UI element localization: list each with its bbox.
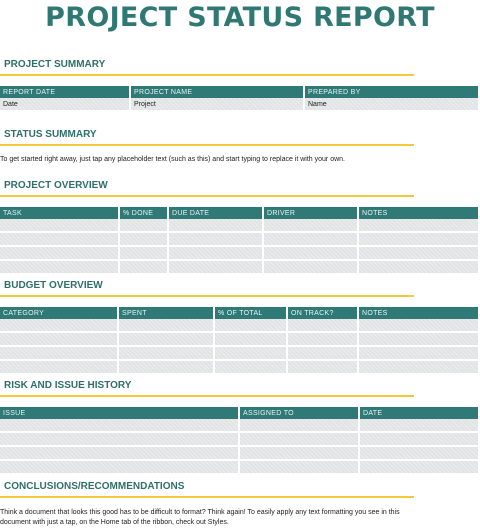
table-cell[interactable] <box>0 219 119 232</box>
table-cell[interactable] <box>0 319 118 332</box>
table-cell[interactable] <box>239 419 359 432</box>
status-summary-heading: STATUS SUMMARY <box>4 129 97 140</box>
section-divider <box>0 195 414 197</box>
header-percent-of-total: % OF TOTAL <box>214 307 287 319</box>
table-cell[interactable] <box>239 446 359 460</box>
table-cell[interactable] <box>239 432 359 446</box>
header-report-date: REPORT DATE <box>0 86 130 98</box>
table-cell[interactable] <box>214 332 287 346</box>
table-cell[interactable] <box>119 260 168 274</box>
table-cell[interactable] <box>0 419 239 432</box>
table-row <box>0 432 478 446</box>
table-cell[interactable] <box>359 460 478 474</box>
project-summary-section <box>0 58 480 76</box>
table-cell[interactable] <box>358 260 478 274</box>
table-cell[interactable] <box>118 319 214 332</box>
page-title: PROJECT STATUS REPORT <box>45 2 435 33</box>
header-date: DATE <box>359 407 478 419</box>
table-cell[interactable] <box>168 246 263 260</box>
section-divider <box>0 496 414 498</box>
header-notes: NOTES <box>358 207 478 219</box>
status-summary-section <box>0 128 480 146</box>
table-cell[interactable] <box>0 432 239 446</box>
table-row <box>0 419 478 432</box>
table-cell[interactable] <box>263 219 358 232</box>
table-row <box>0 319 478 332</box>
budget-overview-heading: BUDGET OVERVIEW <box>4 280 103 291</box>
table-cell[interactable] <box>358 332 478 346</box>
table-cell[interactable] <box>0 332 118 346</box>
section-divider <box>0 395 414 397</box>
table-row <box>0 460 478 474</box>
table-cell[interactable] <box>287 360 358 374</box>
header-prepared-by: PREPARED BY <box>304 86 478 98</box>
table-cell[interactable] <box>214 360 287 374</box>
conclusions-text-line-1[interactable]: Think a document that looks this good has to be difficult to format? Think again! To easily apply any text formatting you see in this <box>0 509 400 516</box>
table-cell[interactable] <box>119 246 168 260</box>
table-cell[interactable] <box>358 319 478 332</box>
status-summary-text[interactable]: To get started right away, just tap any placeholder text (such as this) and start typing to replace it with your own. <box>0 156 345 163</box>
table-cell[interactable] <box>0 460 239 474</box>
header-driver: DRIVER <box>263 207 358 219</box>
project-name-cell[interactable]: Project <box>130 98 304 111</box>
table-row <box>0 219 478 232</box>
risk-history-heading: RISK AND ISSUE HISTORY <box>4 380 132 391</box>
table-cell[interactable] <box>0 232 119 246</box>
table-cell[interactable] <box>0 260 119 274</box>
section-divider <box>0 74 414 76</box>
header-issue: ISSUE <box>0 407 239 419</box>
header-task: TASK <box>0 207 119 219</box>
table-cell[interactable] <box>168 232 263 246</box>
risk-history-table <box>0 407 478 475</box>
table-header-row <box>0 307 478 319</box>
table-cell[interactable] <box>0 360 118 374</box>
table-cell[interactable] <box>358 232 478 246</box>
table-header-row <box>0 407 478 419</box>
table-header-row <box>0 86 478 98</box>
conclusions-text-line-2[interactable]: document with just a tap, on the Home tab of the ribbon, check out Styles. <box>0 519 229 526</box>
table-row <box>0 232 478 246</box>
table-cell[interactable] <box>0 346 118 360</box>
table-cell[interactable] <box>168 219 263 232</box>
table-cell[interactable] <box>214 319 287 332</box>
prepared-by-cell[interactable]: Name <box>304 98 478 111</box>
table-row <box>0 246 478 260</box>
table-row <box>0 260 478 274</box>
table-cell[interactable] <box>0 446 239 460</box>
report-date-cell[interactable]: Date <box>0 98 130 111</box>
header-percent-done: % DONE <box>119 207 168 219</box>
table-cell[interactable] <box>358 246 478 260</box>
table-cell[interactable] <box>263 246 358 260</box>
table-row <box>0 346 478 360</box>
section-divider <box>0 295 414 297</box>
table-cell[interactable] <box>119 232 168 246</box>
header-due-date: DUE DATE <box>168 207 263 219</box>
table-cell[interactable] <box>358 360 478 374</box>
table-cell[interactable] <box>263 260 358 274</box>
table-cell[interactable] <box>359 446 478 460</box>
header-notes: NOTES <box>358 307 478 319</box>
table-cell[interactable] <box>358 219 478 232</box>
budget-overview-table <box>0 307 478 375</box>
table-row <box>0 360 478 374</box>
budget-overview-section <box>0 279 480 297</box>
table-cell[interactable] <box>358 346 478 360</box>
table-cell[interactable] <box>168 260 263 274</box>
conclusions-section <box>0 480 480 498</box>
project-overview-table <box>0 207 478 275</box>
table-header-row <box>0 207 478 219</box>
table-cell[interactable] <box>287 319 358 332</box>
table-row <box>0 332 478 346</box>
table-cell[interactable] <box>118 346 214 360</box>
table-cell[interactable] <box>359 432 478 446</box>
table-cell[interactable] <box>0 246 119 260</box>
table-row <box>0 446 478 460</box>
header-category: CATEGORY <box>0 307 118 319</box>
table-cell[interactable] <box>214 346 287 360</box>
table-row <box>0 98 478 111</box>
header-project-name: PROJECT NAME <box>130 86 304 98</box>
risk-history-section <box>0 379 480 397</box>
header-assigned-to: ASSIGNED TO <box>239 407 359 419</box>
project-summary-heading: PROJECT SUMMARY <box>4 59 106 70</box>
project-summary-table <box>0 86 478 112</box>
conclusions-heading: CONCLUSIONS/RECOMMENDATIONS <box>4 481 185 492</box>
table-cell[interactable] <box>119 219 168 232</box>
section-divider <box>0 144 414 146</box>
table-cell[interactable] <box>118 332 214 346</box>
table-cell[interactable] <box>287 332 358 346</box>
table-cell[interactable] <box>118 360 214 374</box>
header-on-track: ON TRACK? <box>287 307 358 319</box>
table-cell[interactable] <box>239 460 359 474</box>
project-overview-section <box>0 179 480 197</box>
header-spent: SPENT <box>118 307 214 319</box>
project-overview-heading: PROJECT OVERVIEW <box>4 180 108 191</box>
table-cell[interactable] <box>263 232 358 246</box>
table-cell[interactable] <box>287 346 358 360</box>
table-cell[interactable] <box>359 419 478 432</box>
